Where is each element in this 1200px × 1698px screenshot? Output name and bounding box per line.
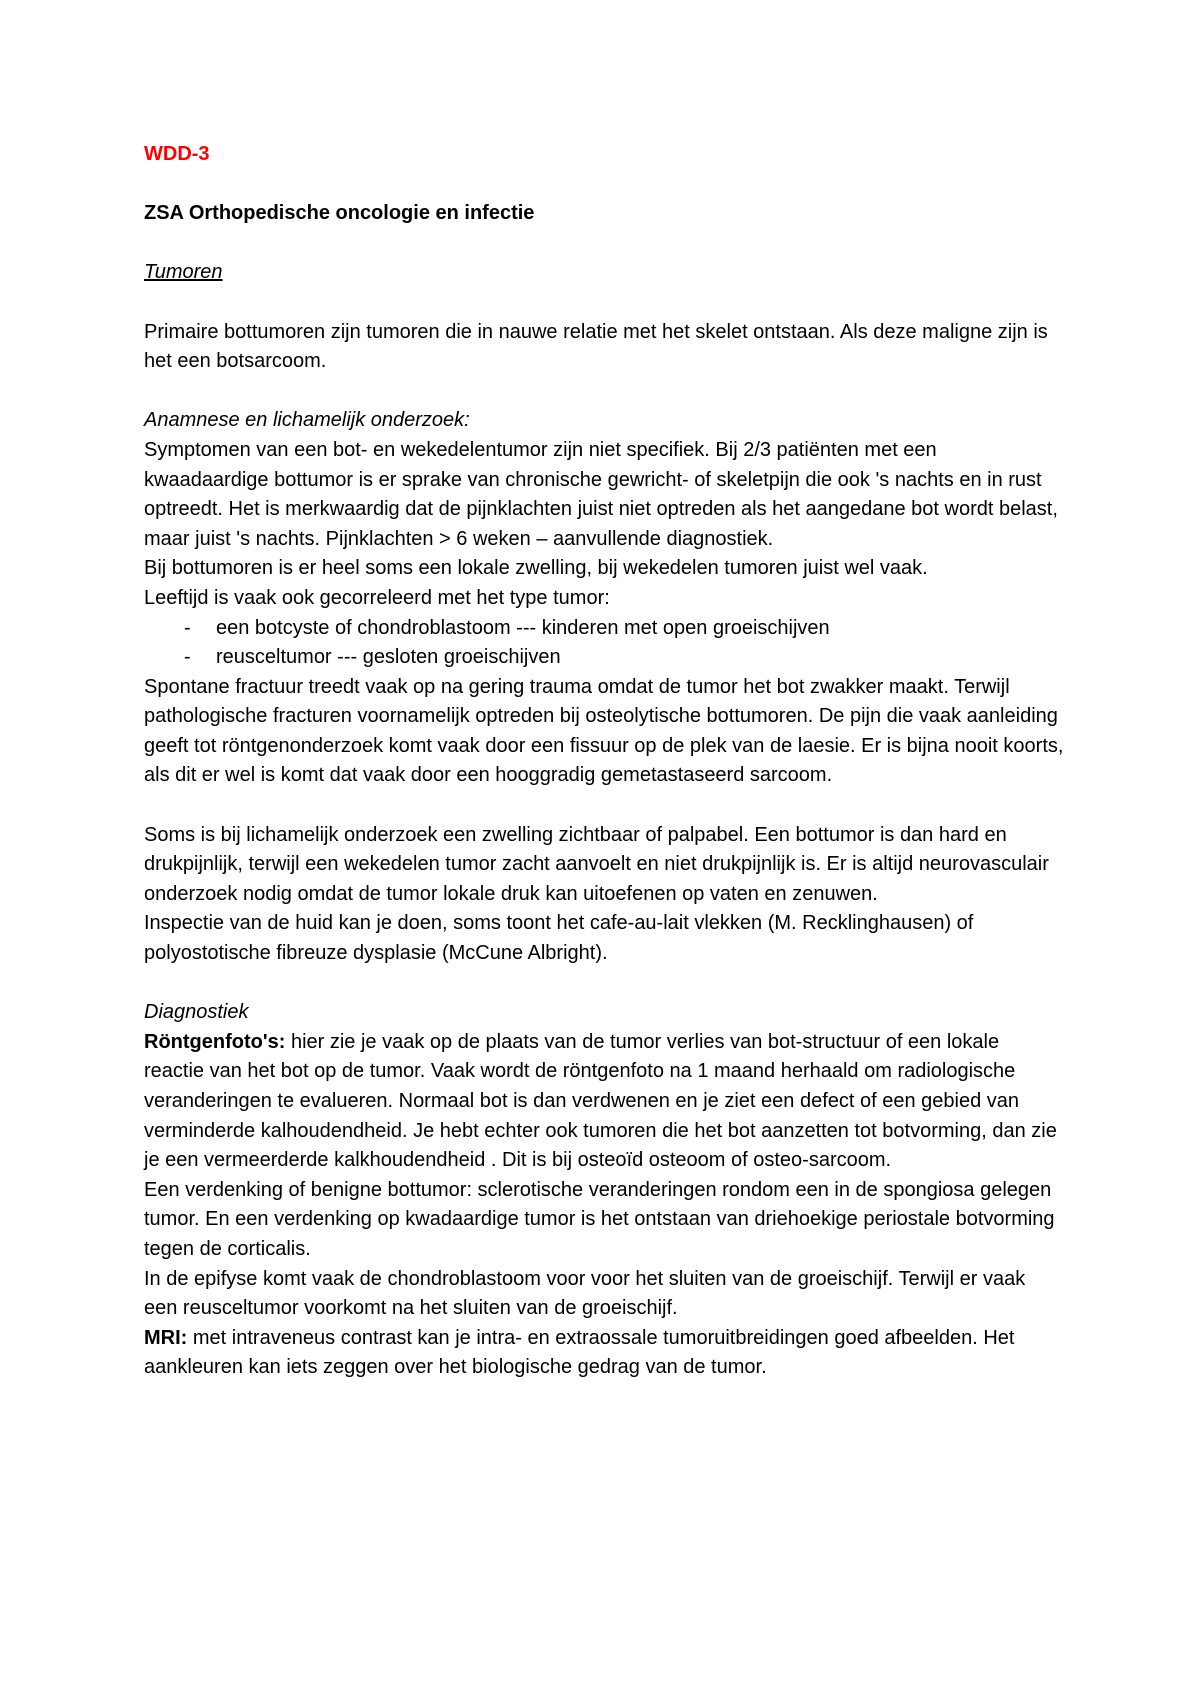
diagnostiek-paragraph-rontgen xyxy=(144,1028,1064,1176)
list-marker: - xyxy=(184,646,191,669)
mri-label: MRI: xyxy=(144,1326,188,1349)
list-item xyxy=(144,614,1064,644)
spacer xyxy=(144,791,1064,821)
list-item xyxy=(144,643,1064,673)
list-item-text: een botcyste of chondroblastoom --- kinderen met open groeischijven xyxy=(216,616,830,639)
spacer xyxy=(144,170,1064,200)
section-heading-tumoren: Tumoren xyxy=(144,261,223,284)
spacer xyxy=(144,969,1064,999)
list-marker: - xyxy=(184,616,191,639)
diagnostiek-paragraph-mri xyxy=(144,1324,1064,1383)
list-item-text: reusceltumor --- gesloten groeischijven xyxy=(216,646,561,669)
spacer xyxy=(144,288,1064,318)
age-tumor-list xyxy=(144,614,1064,673)
document-page xyxy=(144,140,1064,1383)
anamnese-paragraph-5: Soms is bij lichamelijk onderzoek een zwelling zichtbaar of palpabel. Een bottumor is dan hard en drukpijnlijk, terwijl een wekedelen tumor zacht aanvoelt en niet drukpijnlijk is. Er is altijd neurovasculair onderzoek nodig omdat de tumor lokale druk kan uitoefenen op vaten en zenuwen. xyxy=(144,823,1049,905)
anamnese-paragraph-2: Bij bottumoren is er heel soms een lokale zwelling, bij wekedelen tumoren juist wel vaak. xyxy=(144,557,928,580)
spacer xyxy=(144,229,1064,259)
rontgen-text: hier zie je vaak op de plaats van de tumor verlies van bot-structuur of een lokale reactie van het bot op de tumor. Vaak wordt de röntgenfoto na 1 maand herhaald om radiologische veranderingen te evalueren. Normaal bot is dan verdwenen en je ziet een defect of een gebied van verminderde kalhoudendheid. Je hebt echter ook tumoren die het bot aanzetten tot botvorming, dan zie je een vermeerderde kalkhoudendheid . Dit is bij osteoïd osteoom of osteo-sarcoom. xyxy=(144,1030,1057,1172)
subheading-anamnese: Anamnese en lichamelijk onderzoek: xyxy=(144,409,470,432)
rontgen-label: Röntgenfoto's: xyxy=(144,1030,286,1053)
mri-text: met intraveneus contrast kan je intra- en extraossale tumoruitbreidingen goed afbeelden. Het aankleuren kan iets zeggen over het biologische gedrag van de tumor. xyxy=(144,1326,1015,1379)
intro-paragraph: Primaire bottumoren zijn tumoren die in nauwe relatie met het skelet ontstaan. Als deze maligne zijn is het een botsarcoom. xyxy=(144,320,1048,373)
spacer xyxy=(144,377,1064,407)
diagnostiek-paragraph-3: In de epifyse komt vaak de chondroblastoom voor voor het sluiten van de groeischijf. Terwijl er vaak een reusceltumor voorkomt na het sluiten van de groeischijf. xyxy=(144,1267,1026,1320)
anamnese-paragraph-6: Inspectie van de huid kan je doen, soms toont het cafe-au-lait vlekken (M. Recklinghausen) of polyostotische fibreuze dysplasie (McCune Albright). xyxy=(144,912,974,965)
subheading-diagnostiek: Diagnostiek xyxy=(144,1001,249,1024)
anamnese-paragraph-1: Symptomen van een bot- en wekedelentumor zijn niet specifiek. Bij 2/3 patiënten met een kwaadaardige bottumor is er sprake van chronische gewricht- of skeletpijn die ook 's nachts en in rust optreedt. Het is merkwaardig dat de pijnklachten juist niet optreden als het aangedane bot wordt belast, maar juist 's nachts. Pijnklachten > 6 weken – aanvullende diagnostiek. xyxy=(144,438,1058,550)
anamnese-paragraph-4: Spontane fractuur treedt vaak op na gering trauma omdat de tumor het bot zwakker maakt. Terwijl pathologische fracturen voornamelijk optreden bij osteolytische bottumoren. De pijn die vaak aanleiding geeft tot röntgenonderzoek komt vaak door een fissuur op de plek van de laesie. Er is bijna nooit koorts, als dit er wel is komt dat vaak door een hooggradig gemetastaseerd sarcoom. xyxy=(144,675,1064,787)
anamnese-paragraph-3: Leeftijd is vaak ook gecorreleerd met het type tumor: xyxy=(144,586,610,609)
diagnostiek-paragraph-2: Een verdenking of benigne bottumor: sclerotische veranderingen rondom een in de spongiosa gelegen tumor. En een verdenking op kwadaardige tumor is het ontstaan van driehoekige periostale botvorming tegen de corticalis. xyxy=(144,1178,1055,1260)
document-title: ZSA Orthopedische oncologie en infectie xyxy=(144,202,535,225)
document-code: WDD-3 xyxy=(144,143,210,165)
